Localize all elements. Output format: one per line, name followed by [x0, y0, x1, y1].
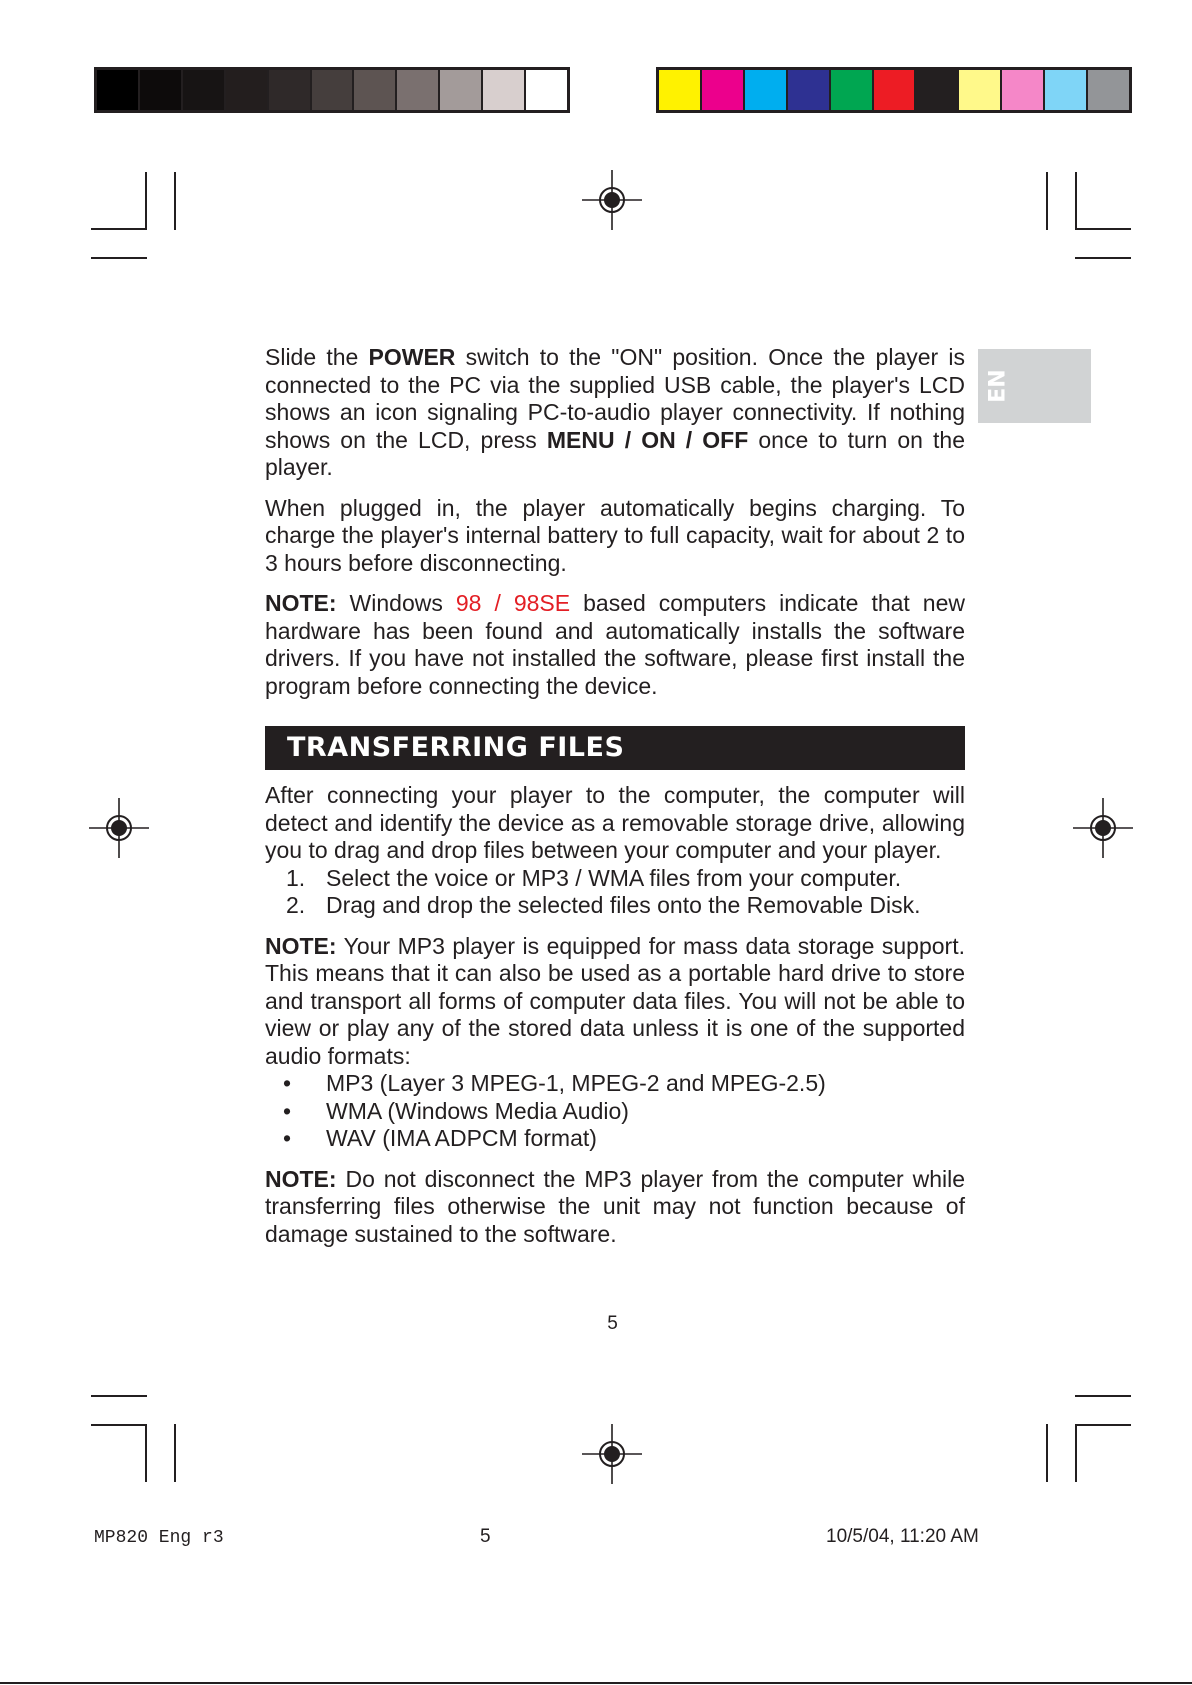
step-number: 2. — [286, 892, 306, 918]
format-text: WMA (Windows Media Audio) — [326, 1097, 629, 1124]
bullet: • — [283, 1125, 292, 1151]
color-swatch — [959, 70, 1002, 110]
transfer-steps — [265, 865, 965, 920]
list-item — [265, 1070, 965, 1098]
crop-mark — [91, 1424, 147, 1426]
text-span: Windows — [336, 590, 456, 616]
color-swatch — [1088, 70, 1129, 110]
color-swatch — [916, 70, 959, 110]
text-span: switch to the "ON" position. Once the player is connected to the PC via the supplied USB cable, the player's LCD shows an icon signaling PC-to-audio player connectivity. If nothing shows on the LCD, press — [265, 344, 965, 453]
color-swatch — [1045, 70, 1088, 110]
disconnect-note — [265, 1166, 965, 1249]
note-label: NOTE: — [265, 932, 337, 959]
bullet: • — [283, 1070, 292, 1096]
audio-formats-list — [265, 1070, 965, 1153]
registration-mark-icon — [1073, 798, 1133, 858]
color-calibration-bar — [656, 67, 1132, 113]
footer-page-number: 5 — [480, 1526, 491, 1547]
color-swatch — [659, 70, 702, 110]
crop-mark — [1075, 172, 1077, 230]
gray-swatch — [140, 70, 183, 110]
crop-mark — [174, 172, 176, 230]
gray-swatch — [226, 70, 269, 110]
text-span: based computers indicate that new hardware has been found and automatically installs the software drivers. If you have not installed the software, please first install the program before connecting the device. — [265, 590, 965, 699]
crop-mark — [1075, 1395, 1131, 1397]
bottom-rule — [0, 1682, 1192, 1684]
crop-mark — [1075, 257, 1131, 259]
windows-note — [265, 590, 965, 700]
step-text: Drag and drop the selected files onto the Removable Disk. — [326, 892, 921, 918]
gray-swatch — [269, 70, 312, 110]
power-label: POWER — [368, 344, 456, 370]
registration-mark-icon — [582, 170, 642, 230]
crop-mark — [174, 1424, 176, 1482]
text-span: Your MP3 player is equipped for mass data storage support. This means that it can also be used as a portable hard drive to store and transport all forms of computer data files. You will not be able to view or play any of the stored data unless it is one of the supported audio formats: — [265, 932, 965, 1069]
gray-swatch — [526, 70, 567, 110]
crop-mark — [1046, 172, 1048, 230]
color-swatch — [745, 70, 788, 110]
crop-mark — [91, 257, 147, 259]
color-swatch — [1002, 70, 1045, 110]
registration-mark-icon — [582, 1424, 642, 1484]
grayscale-calibration-bar — [94, 67, 570, 113]
step-number: 1. — [286, 864, 306, 891]
color-swatch — [702, 70, 745, 110]
text-span: Do not disconnect the MP3 player from the computer while transferring files otherwise the unit may not function because of damage sustained to the software. — [265, 1165, 965, 1247]
gray-swatch — [354, 70, 397, 110]
language-tab-label: EN — [985, 369, 1011, 403]
list-item — [265, 892, 965, 920]
page-content — [265, 344, 965, 1261]
gray-swatch — [312, 70, 355, 110]
list-item — [265, 865, 965, 893]
crop-mark — [1075, 1424, 1131, 1426]
gray-swatch — [483, 70, 526, 110]
gray-swatch — [97, 70, 140, 110]
gray-swatch — [183, 70, 226, 110]
crop-mark — [1046, 1424, 1048, 1482]
color-swatch — [788, 70, 831, 110]
list-item — [265, 1125, 965, 1153]
gray-swatch — [397, 70, 440, 110]
crop-mark — [91, 228, 147, 230]
note-label: NOTE: — [265, 590, 337, 616]
charging-paragraph: When plugged in, the player automatically begins charging. To charge the player's internal battery to full capacity, wait for about 2 to 3 hours before disconnecting. — [265, 494, 965, 576]
menu-on-off-label: MENU / ON / OFF — [546, 426, 749, 453]
gray-swatch — [440, 70, 483, 110]
crop-mark — [1075, 228, 1131, 230]
text-span: once to turn on the player. — [265, 426, 966, 480]
transfer-intro: After connecting your player to the computer, the computer will detect and identify the device as a removable storage drive, allowing you to drag and drop files between your computer and your player. — [265, 782, 965, 863]
bullet: • — [283, 1097, 292, 1124]
crop-mark — [145, 172, 147, 230]
language-tab — [978, 349, 1091, 423]
crop-mark — [91, 1395, 147, 1397]
footer-timestamp: 10/5/04, 11:20 AM — [826, 1526, 979, 1547]
crop-mark — [145, 1424, 147, 1482]
color-swatch — [831, 70, 874, 110]
note-label: NOTE: — [265, 1165, 337, 1192]
step-text: Select the voice or MP3 / WMA files from your computer. — [326, 864, 902, 891]
registration-mark-icon — [89, 798, 149, 858]
color-swatch — [874, 70, 917, 110]
format-text: MP3 (Layer 3 MPEG-1, MPEG-2 and MPEG-2.5) — [326, 1070, 826, 1096]
page-number: 5 — [607, 1313, 618, 1334]
windows-version: 98 / 98SE — [455, 590, 571, 616]
list-item — [265, 1098, 965, 1126]
format-text: WAV (IMA ADPCM format) — [326, 1125, 597, 1151]
text-span: Slide the — [265, 344, 369, 370]
storage-note — [265, 933, 965, 1071]
section-heading: TRANSFERRING FILES — [265, 726, 965, 770]
crop-mark — [1075, 1424, 1077, 1482]
footer-file-label: MP820 Eng r3 — [94, 1528, 224, 1548]
power-paragraph — [265, 344, 965, 482]
